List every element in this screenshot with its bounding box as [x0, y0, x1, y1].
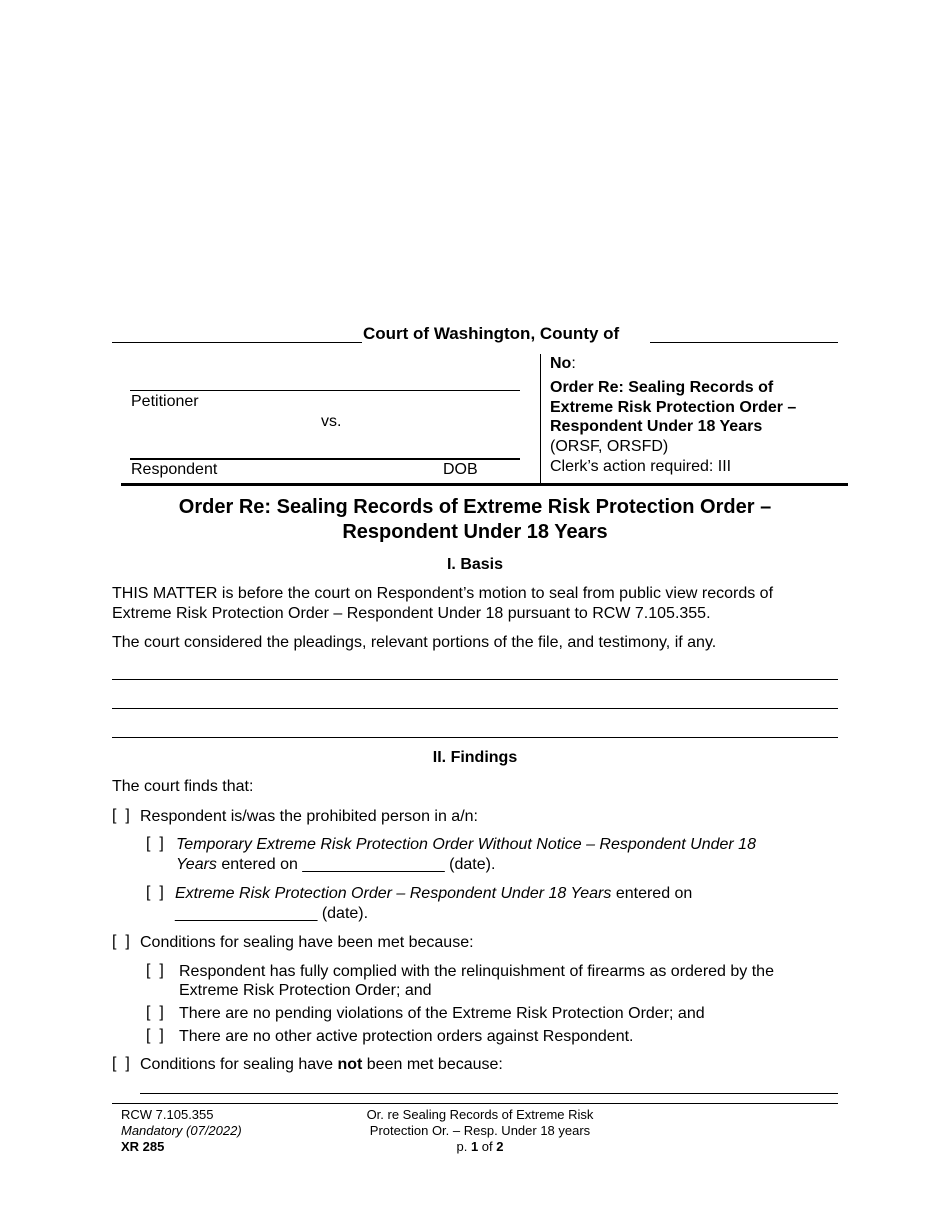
checkbox-prohibited-person[interactable]: [ ] [112, 807, 130, 824]
respondent-line[interactable] [130, 458, 520, 460]
page-current: 1 [470, 1139, 479, 1154]
basis-heading: I. Basis [446, 556, 504, 573]
checkbox-conditions-not-met[interactable]: [ ] [112, 1055, 130, 1072]
dob-label: DOB [443, 461, 478, 478]
findings-intro: The court finds that: [112, 778, 254, 795]
checkbox-relinquishment[interactable]: [ ] [146, 962, 164, 979]
clerk-action: Clerk’s action required: III [550, 458, 732, 475]
not-met-write-line[interactable] [140, 1093, 838, 1094]
footer-title-line2: Protection Or. – Resp. Under 18 years [369, 1123, 591, 1138]
case-number[interactable] [550, 355, 576, 373]
footer-title-line1: Or. re Sealing Records of Extreme Risk [366, 1107, 594, 1122]
conditions-not-met-pre: Conditions for sealing have [140, 1056, 338, 1073]
footer-rule [112, 1103, 838, 1104]
finding-conditions-not-met [140, 1055, 503, 1075]
caption-bottom-rule [121, 483, 848, 486]
page-prefix: p. [456, 1139, 471, 1154]
basis-write-line-1[interactable] [112, 679, 838, 680]
conditions-not-met-post: been met because: [362, 1056, 503, 1073]
footer-form-number: XR 285 [121, 1139, 165, 1154]
checkbox-final-order[interactable]: [ ] [146, 884, 164, 901]
page-total: 2 [496, 1139, 504, 1154]
case-number-label: No [550, 355, 572, 372]
no-violations-text: There are no pending violations of the Extreme Risk Protection Order; and [179, 1005, 705, 1022]
caption-title-line2: Extreme Risk Protection Order – [550, 399, 797, 416]
petitioner-line[interactable] [130, 390, 520, 391]
checkbox-conditions-met[interactable]: [ ] [112, 933, 130, 950]
temporary-order-title: Temporary Extreme Risk Protection Order Without Notice – Respondent Under 18 [176, 836, 756, 853]
basis-paragraph-line2: Extreme Risk Protection Order – Respondent Under 18 pursuant to RCW 7.105.355. [112, 605, 711, 622]
final-order-line1 [175, 884, 692, 904]
petitioner-label: Petitioner [131, 393, 199, 410]
document-title-line2: Respondent Under 18 Years [342, 521, 608, 543]
temporary-order-title-end: Years [176, 856, 217, 873]
checkbox-no-other-orders[interactable]: [ ] [146, 1027, 164, 1044]
caption-title-line1: Order Re: Sealing Records of [550, 379, 774, 396]
basis-write-line-2[interactable] [112, 708, 838, 709]
final-order-date: ________________ (date). [175, 905, 369, 922]
case-number-colon: : [571, 355, 576, 372]
basis-paragraph-line1: THIS MATTER is before the court on Respondent’s motion to seal from public view records of [112, 585, 774, 602]
temporary-order-entered-date: entered on ________________ (date). [216, 856, 496, 873]
document-title-line1: Order Re: Sealing Records of Extreme Risk Protection Order – [178, 496, 772, 518]
page-of: of [478, 1139, 497, 1154]
relinquishment-line2: Extreme Risk Protection Order; and [179, 982, 432, 999]
footer-rcw: RCW 7.105.355 [121, 1107, 214, 1122]
relinquishment-line1: Respondent has fully complied with the relinquishment of firearms as ordered by the [179, 963, 774, 980]
final-order-entered: entered on [611, 885, 693, 902]
basis-write-line-3[interactable] [112, 737, 838, 738]
footer-page-number [330, 1139, 630, 1154]
caption-title-line3: Respondent Under 18 Years [550, 418, 763, 435]
checkbox-temporary-order[interactable]: [ ] [146, 835, 164, 852]
court-title: Court of Washington, County of [363, 324, 620, 343]
no-other-orders-text: There are no other active protection orders against Respondent. [179, 1028, 634, 1045]
finding-prohibited-person: Respondent is/was the prohibited person in a/n: [140, 808, 478, 825]
footer-mandatory: Mandatory (07/2022) [121, 1123, 242, 1138]
county-blank-right[interactable] [650, 342, 838, 343]
finding-conditions-met: Conditions for sealing have been met because: [140, 934, 474, 951]
respondent-label: Respondent [131, 461, 218, 478]
basis-paragraph-2: The court considered the pleadings, relevant portions of the file, and testimony, if any. [112, 634, 717, 651]
temporary-order-line2 [176, 855, 495, 875]
county-blank-left[interactable] [112, 342, 362, 343]
vs-label: vs. [321, 413, 342, 430]
conditions-not-met-emphasis: not [337, 1056, 363, 1073]
form-codes: (ORSF, ORSFD) [550, 438, 669, 455]
final-order-title: Extreme Risk Protection Order – Respondent Under 18 Years [175, 885, 612, 902]
findings-heading: II. Findings [432, 749, 518, 766]
caption-divider [540, 354, 541, 483]
checkbox-no-violations[interactable]: [ ] [146, 1004, 164, 1021]
